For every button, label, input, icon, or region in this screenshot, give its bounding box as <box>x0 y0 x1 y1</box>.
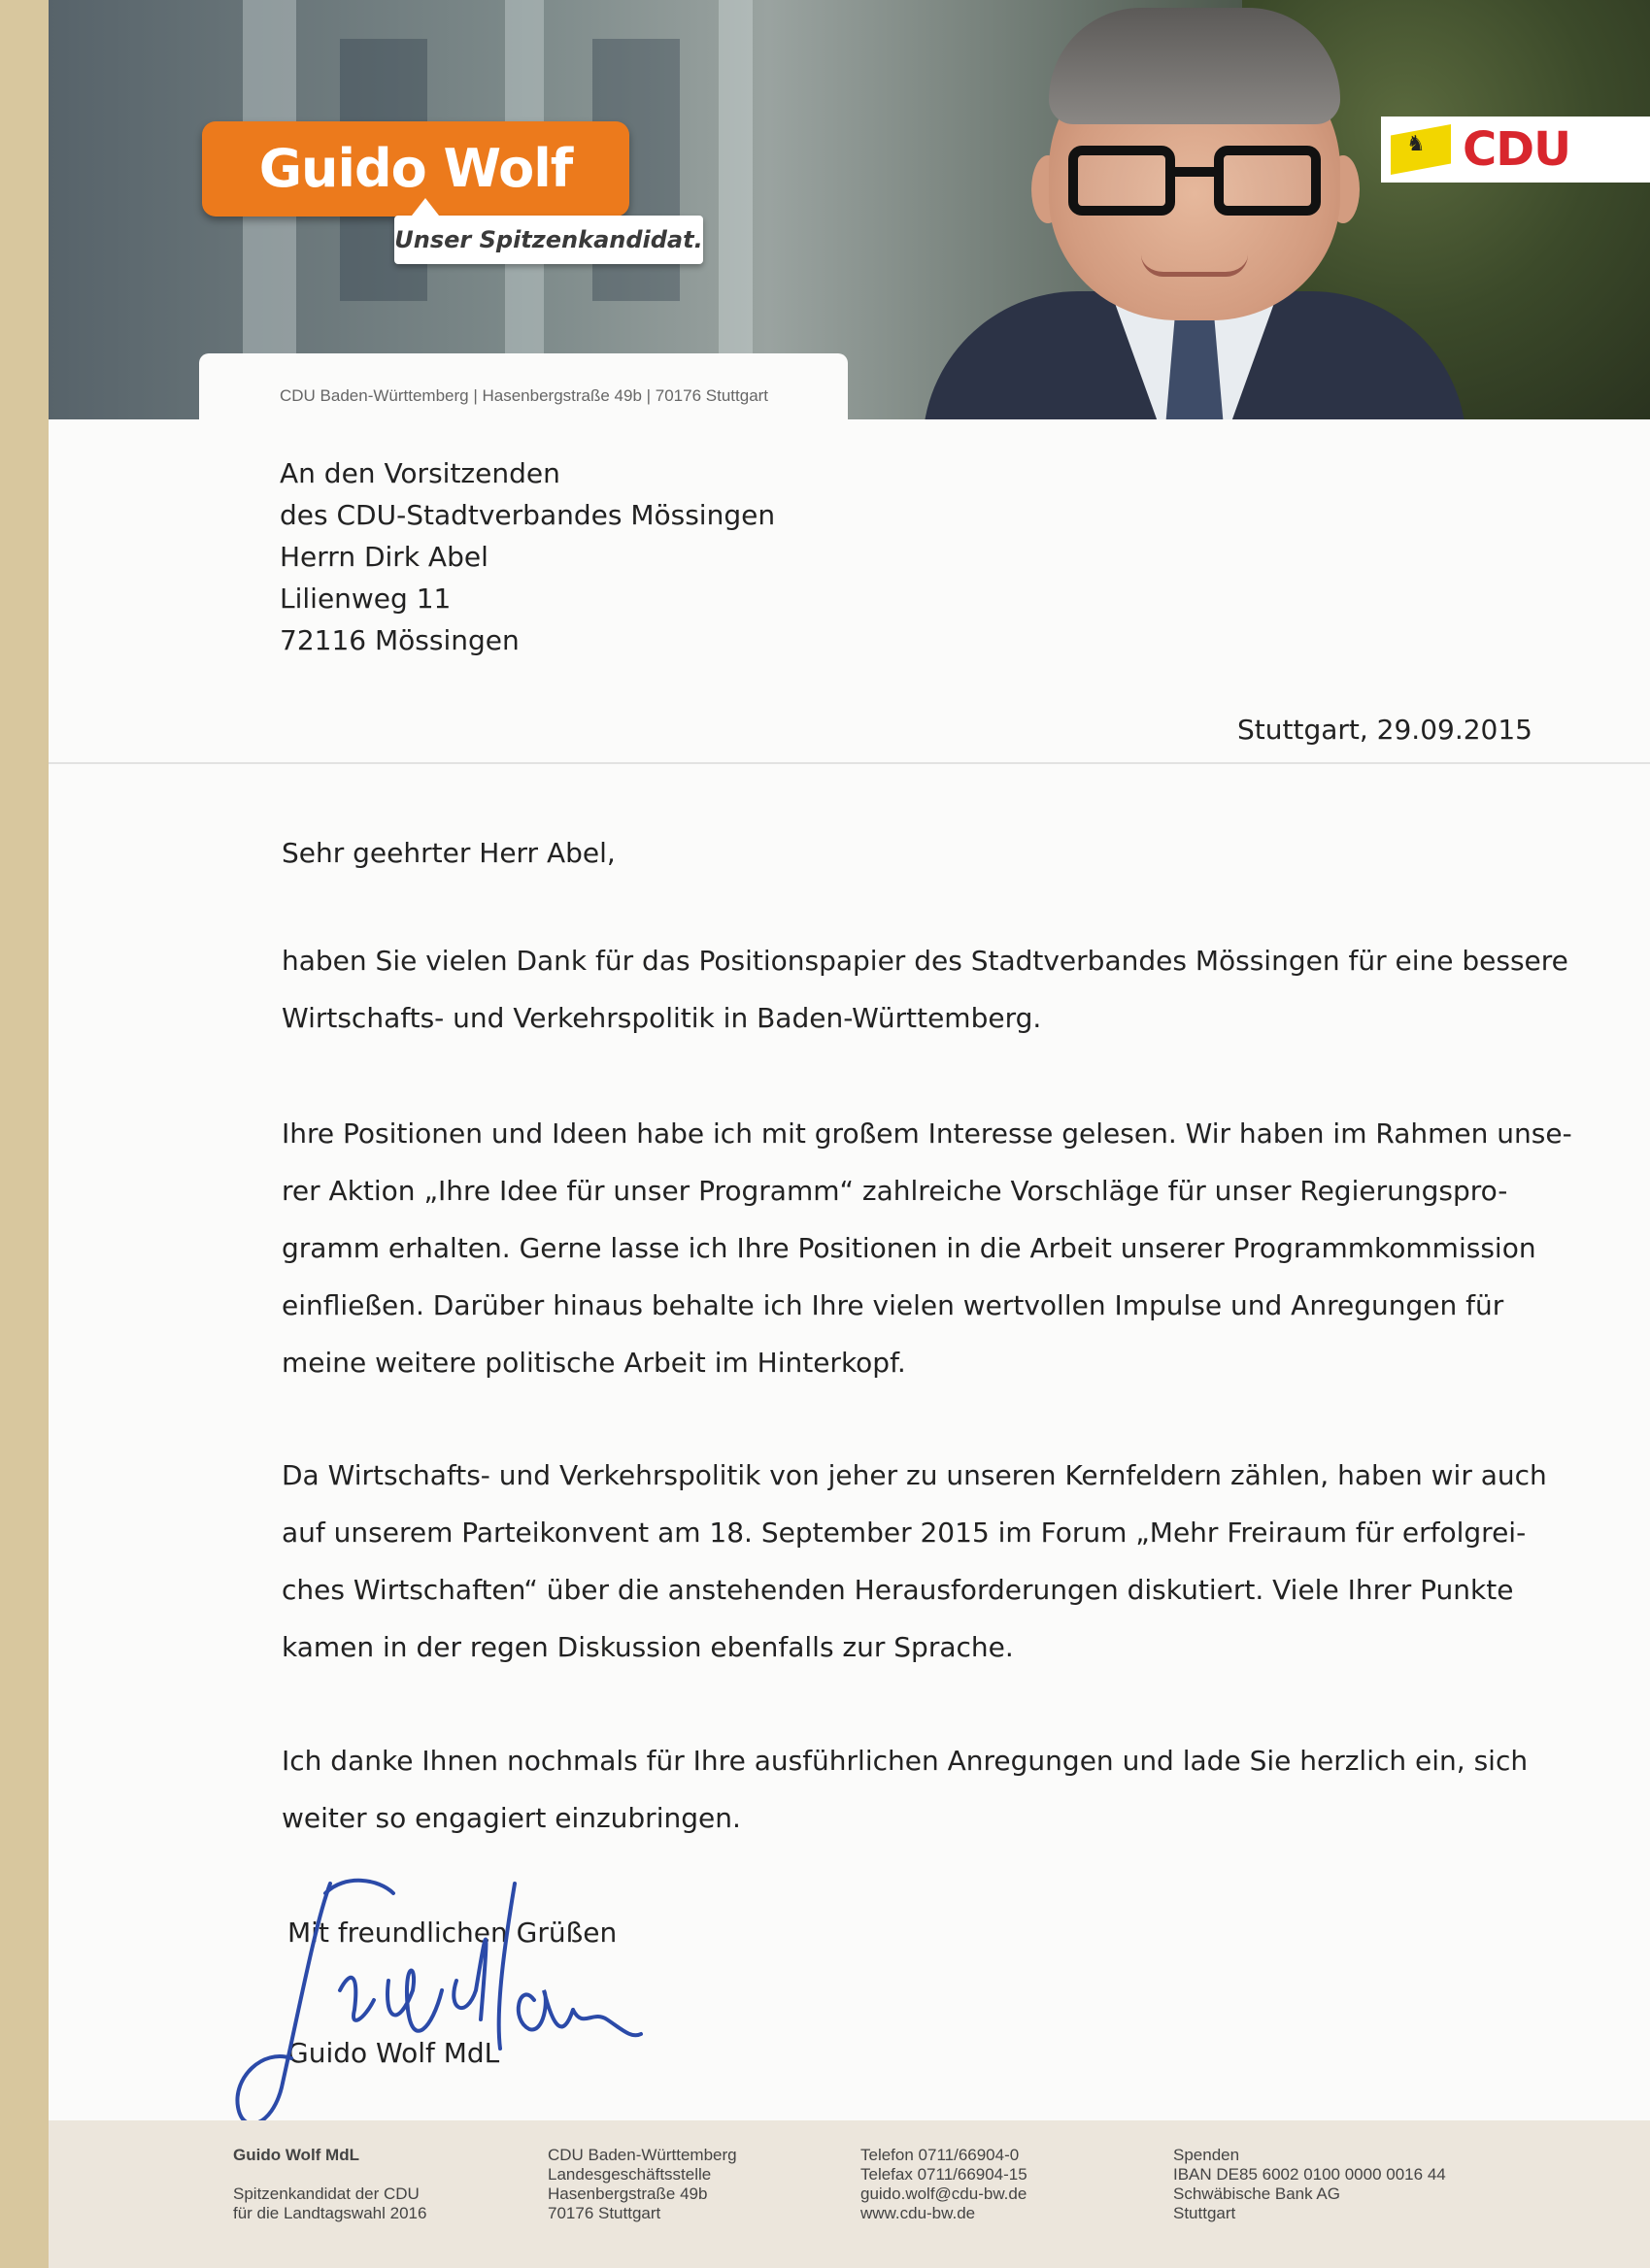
salutation: Sehr geehrter Herr Abel, <box>282 837 616 869</box>
body-line: haben Sie vielen Dank für das Positionspapier des Stadtverbandes Mössingen für eine bessere <box>282 945 1568 977</box>
body-line: Ich danke Ihnen nochmals für Ihre ausführlichen Anregungen und lade Sie herzlich ein, sich <box>282 1745 1529 1777</box>
body-line: auf unserem Parteikonvent am 18. September 2015 im Forum „Mehr Freiraum für erfolgrei- <box>282 1517 1527 1549</box>
coat-of-arms-icon: ♞ <box>1406 132 1426 156</box>
footer-line: Spenden <box>1173 2146 1240 2164</box>
body-line: meine weitere politische Arbeit im Hinterkopf. <box>282 1347 906 1379</box>
sender-address: CDU Baden-Württemberg | Hasenbergstraße 49b | 70176 Stuttgart <box>280 386 769 405</box>
body-paragraph <box>282 1732 1583 1847</box>
footer-line: Hasenbergstraße 49b <box>548 2185 708 2203</box>
recipient-line: Lilienweg 11 <box>280 583 452 615</box>
body-line: kamen in der regen Diskussion ebenfalls zur Sprache. <box>282 1631 1014 1663</box>
footer-line: 70176 Stuttgart <box>548 2204 661 2222</box>
tagline-badge <box>394 216 703 264</box>
footer-column-contact <box>860 2146 1027 2223</box>
footer-line: Telefon 0711/66904-0 <box>860 2146 1020 2164</box>
portrait-glasses-bridge <box>1173 167 1218 177</box>
body-line: ches Wirtschaften“ über die anstehenden Herausforderungen diskutiert. Viele Ihrer Punkte <box>282 1574 1514 1606</box>
body-paragraph <box>282 1447 1583 1676</box>
footer-line: CDU Baden-Württemberg <box>548 2146 737 2164</box>
body-line: Wirtschafts- und Verkehrspolitik in Baden-Württemberg. <box>282 1002 1042 1034</box>
signatory-name: Guido Wolf MdL <box>287 2037 500 2069</box>
footer-column-address <box>548 2146 737 2223</box>
footer-line: Telefax 0711/66904-15 <box>860 2165 1027 2184</box>
body-line: einfließen. Darüber hinaus behalte ich Ihre vielen wertvollen Impulse und Anregungen für <box>282 1289 1504 1321</box>
paper-fold <box>49 762 1650 764</box>
letter-footer <box>49 2120 1650 2268</box>
portrait-hair <box>1049 8 1340 124</box>
body-paragraph <box>282 1105 1583 1391</box>
portrait-mouth <box>1141 254 1248 277</box>
recipient-line: An den Vorsitzenden <box>280 457 560 489</box>
recipient-line: des CDU-Stadtverbandes Mössingen <box>280 499 776 531</box>
body-paragraph <box>282 932 1583 1047</box>
body-line: Da Wirtschafts- und Verkehrspolitik von jeher zu unseren Kernfeldern zählen, haben wir auch <box>282 1459 1547 1491</box>
footer-website[interactable]: www.cdu-bw.de <box>860 2204 976 2222</box>
footer-line: für die Landtagswahl 2016 <box>233 2204 427 2222</box>
footer-line: IBAN DE85 6002 0100 0000 0016 44 <box>1173 2165 1446 2184</box>
footer-email[interactable]: guido.wolf@cdu-bw.de <box>860 2185 1027 2203</box>
footer-title: Guido Wolf MdL <box>233 2146 359 2164</box>
body-line: rer Aktion „Ihre Idee für unser Programm“ zahlreiche Vorschläge für unser Regierungspro- <box>282 1175 1508 1207</box>
cdu-logo-text: CDU <box>1463 122 1571 177</box>
handwritten-signature <box>223 1864 690 2146</box>
closing-formula: Mit freundlichen Grüßen <box>287 1917 618 1949</box>
body-line: Ihre Positionen und Ideen habe ich mit großem Interesse gelesen. Wir haben im Rahmen unse- <box>282 1117 1572 1150</box>
candidate-name: Guido Wolf <box>258 138 573 199</box>
cdu-logo <box>1381 117 1650 183</box>
letter-sheet <box>49 0 1650 2268</box>
letter-date: Stuttgart, 29.09.2015 <box>1237 714 1532 746</box>
footer-line: Landesgeschäftsstelle <box>548 2165 712 2184</box>
recipient-line: Herrn Dirk Abel <box>280 541 488 573</box>
footer-line: Spitzenkandidat der CDU <box>233 2185 420 2203</box>
footer-line: Stuttgart <box>1173 2204 1236 2222</box>
footer-line: Schwäbische Bank AG <box>1173 2185 1340 2203</box>
tagline: Unser Spitzenkandidat. <box>394 226 703 253</box>
recipient-line: 72116 Mössingen <box>280 624 520 656</box>
recipient-block <box>280 452 775 661</box>
portrait-glasses <box>1214 146 1321 216</box>
body-line: weiter so engagiert einzubringen. <box>282 1802 741 1834</box>
portrait-glasses <box>1068 146 1175 216</box>
footer-column-donations <box>1173 2146 1446 2223</box>
body-line: gramm erhalten. Gerne lasse ich Ihre Positionen in die Arbeit unserer Programmkommission <box>282 1232 1536 1264</box>
candidate-portrait <box>893 0 1496 419</box>
footer-spacer <box>233 2165 426 2185</box>
footer-column-sender <box>233 2146 426 2223</box>
